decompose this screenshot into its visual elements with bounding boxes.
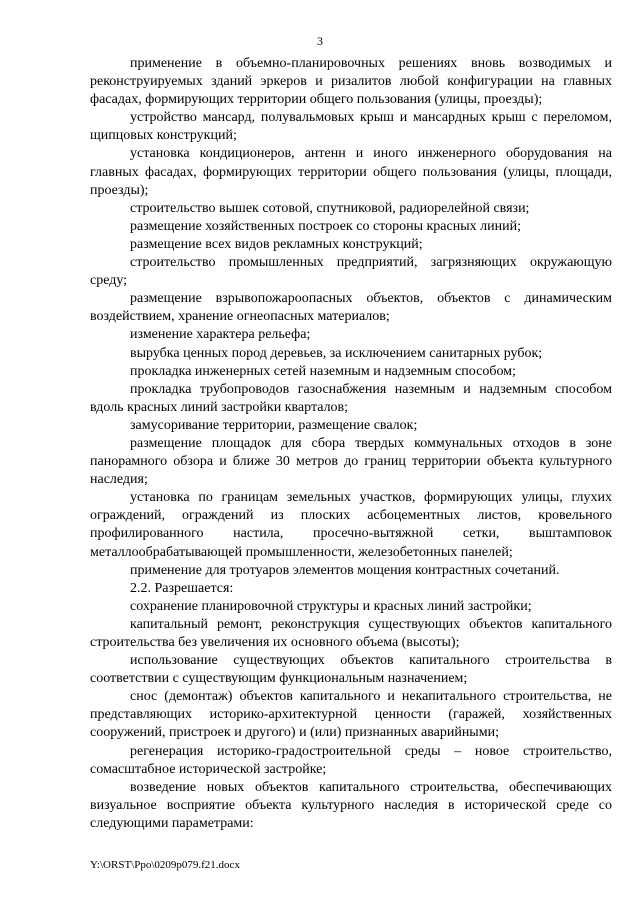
paragraph: регенерация историко-градостроительной среды – новое строительство, сомасштабное исторической застройке; <box>90 743 612 777</box>
footer-file-path: Y:\ORST\Ppo\0209p079.f21.docx <box>90 859 240 871</box>
paragraph: изменение характера рельефа; <box>130 327 311 343</box>
paragraph: замусоривание территории, размещение свалок; <box>130 417 418 433</box>
paragraph: применение для тротуаров элементов мощения контрастных сочетаний. <box>130 562 560 578</box>
paragraph: установка по границам земельных участков, формирующих улицы, глухих ограждений, ограждений из плоских асбоцементных листов, кровельного профилированного настила, просечно-вытяжной сетки, выштамповок металлообрабатывающей промышленности, железобетонных панелей; <box>90 490 612 560</box>
section-heading: 2.2. Разрешается: <box>130 580 234 596</box>
paragraph: снос (демонтаж) объектов капитального и некапитального строительства, не представляющих историко-архитектурной ценности (гаражей, хозяйственных сооружений, пристроек и другого) и (или) признанных аварийными; <box>90 689 612 741</box>
paragraph: капитальный ремонт, реконструкция существующих объектов капитального строительства без увеличения их основного объема (высоты); <box>90 616 612 650</box>
paragraph: размещение хозяйственных построек со стороны красных линий; <box>130 218 521 234</box>
document-body <box>90 55 612 833</box>
paragraph: вырубка ценных пород деревьев, за исключением санитарных рубок; <box>130 345 543 361</box>
paragraph: прокладка трубопроводов газоснабжения наземным и надземным способом вдоль красных линий застройки кварталов; <box>90 381 612 415</box>
paragraph: установка кондиционеров, антенн и иного инженерного оборудования на главных фасадах, формирующих территории общего пользования (улицы, площади, проезды); <box>90 146 612 198</box>
paragraph: размещение взрывопожароопасных объектов, объектов с динамическим воздействием, хранение огнеопасных материалов; <box>90 291 612 325</box>
paragraph: использование существующих объектов капитального строительства в соответствии с существующим функциональным назначением; <box>90 653 612 687</box>
paragraph: прокладка инженерных сетей наземным и надземным способом; <box>130 363 516 379</box>
paragraph: возведение новых объектов капитального строительства, обеспечивающих визуальное восприятие объекта культурного наследия в исторической среде со следующими параметрами: <box>90 779 612 831</box>
paragraph: строительство вышек сотовой, спутниковой, радиорелейной связи; <box>130 200 530 216</box>
paragraph: устройство мансард, полувальмовых крыш и мансардных крыш с переломом, щипцовых конструкций; <box>90 110 612 144</box>
page-number: 3 <box>317 34 323 48</box>
paragraph: применение в объемно-планировочных решениях вновь возводимых и реконструируемых зданий эркеров и ризалитов любой конфигурации на главных фасадах, формирующих территории общего пользования (улицы, проезды); <box>90 56 612 108</box>
paragraph: сохранение планировочной структуры и красных линий застройки; <box>130 598 532 614</box>
paragraph: размещение всех видов рекламных конструкций; <box>130 236 423 252</box>
paragraph: размещение площадок для сбора твердых коммунальных отходов в зоне панорамного обзора и ближе 30 метров до границ территории объекта культурного наследия; <box>90 435 612 488</box>
paragraph: строительство промышленных предприятий, загрязняющих окружающую среду; <box>90 255 612 289</box>
